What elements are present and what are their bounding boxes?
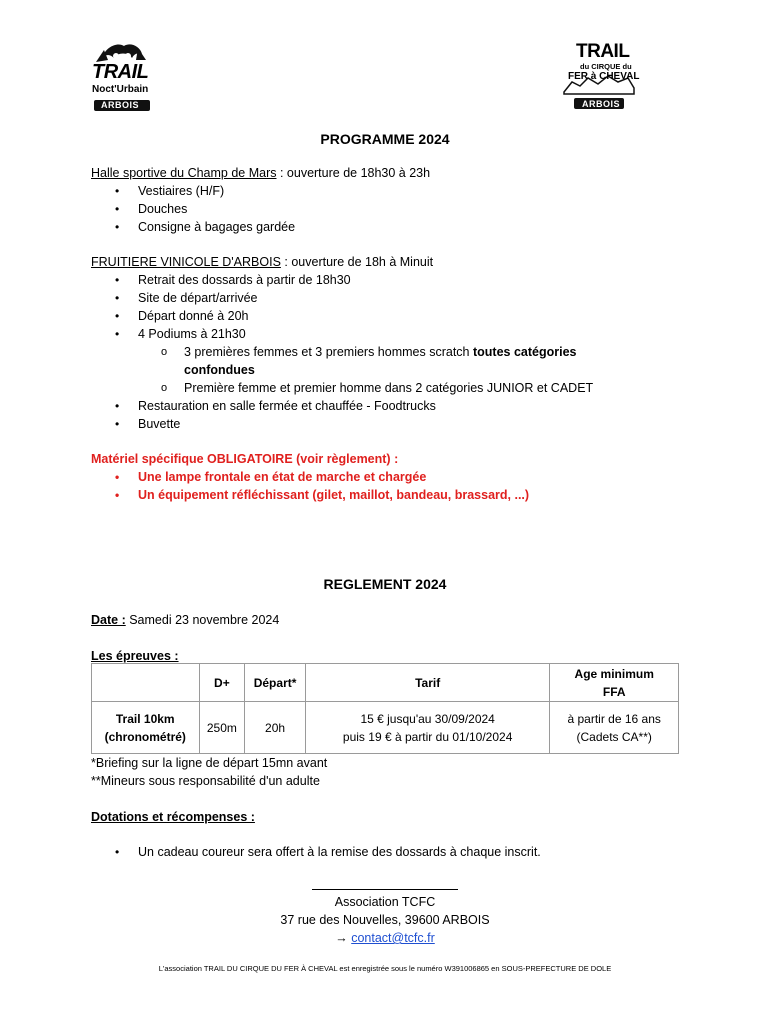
trail-cirque-fer-a-cheval-logo — [560, 42, 638, 112]
sub-list-item: o Première femme et premier homme dans 2 catégories JUNIOR et CADET — [91, 379, 691, 397]
arrow-right-icon: → — [335, 931, 348, 945]
table-header-age: Age minimum FFA — [550, 664, 679, 702]
list-item: • Un équipement réfléchissant (gilet, maillot, bandeau, brassard, ...) — [91, 486, 711, 504]
fruitiere-name: FRUITIERE VINICOLE D'ARBOIS — [91, 255, 281, 269]
programme-title: PROGRAMME 2024 — [320, 131, 450, 147]
table-header-dplus: D+ — [199, 664, 245, 702]
sub-list-item: o 3 premières femmes et 3 premiers hommes scratch toutes catégories confondues — [91, 343, 691, 379]
logo-left-line1: TRAIL — [92, 61, 149, 83]
footer-legal-text: L'association TRAIL DU CIRQUE DU FER À CHEVAL est enregistrée sous le numéro W391006865 en SOUS-PREFECTURE DE DOLE — [158, 964, 612, 973]
dotations-list — [91, 843, 711, 861]
halle-heading — [91, 164, 430, 182]
halle-name: Halle sportive du Champ de Mars — [91, 166, 277, 180]
list-item: • Vestiaires (H/F) — [91, 182, 691, 200]
reglement-title: REGLEMENT 2024 — [323, 576, 447, 592]
table-header-depart: Départ* — [245, 664, 306, 702]
age-cell: à partir de 16 ans (Cadets CA**) — [550, 702, 679, 754]
list-item: • Un cadeau coureur sera offert à la remise des dossards à chaque inscrit. — [91, 843, 711, 861]
footer-divider — [312, 889, 458, 890]
footer-contact — [0, 929, 770, 947]
halle-list — [91, 182, 691, 236]
logo-left-line3: ARBOIS — [101, 100, 140, 110]
list-item: • Consigne à bagages gardée — [91, 218, 691, 236]
footer-address: 37 rue des Nouvelles, 39600 ARBOIS — [280, 913, 490, 927]
epreuve-name-cell: Trail 10km (chronométré) — [92, 702, 200, 754]
date-value: Samedi 23 novembre 2024 — [125, 613, 280, 627]
fruitiere-list — [91, 271, 691, 343]
dplus-cell: 250m — [199, 702, 245, 754]
list-item: • Site de départ/arrivée — [91, 289, 691, 307]
epreuves-label: Les épreuves : — [91, 649, 179, 663]
date-line — [91, 611, 279, 629]
fruitiere-list-2 — [91, 397, 691, 433]
depart-cell: 20h — [245, 702, 306, 754]
halle-hours: : ouverture de 18h30 à 23h — [276, 166, 431, 180]
logo-left-line2: Noct'Urbain — [92, 84, 149, 95]
footer-association: Association TCFC — [334, 895, 436, 909]
dotations-label: Dotations et récompenses : — [91, 810, 255, 824]
fruitiere-heading — [91, 253, 433, 271]
logo-right-line3: FER à CHEVAL — [568, 71, 640, 82]
date-label: Date : — [91, 613, 126, 627]
list-item: • 4 Podiums à 21h30 — [91, 325, 691, 343]
logo-right-line2: du CIRQUE du — [580, 62, 632, 71]
table-row — [92, 702, 679, 754]
list-item: • Retrait des dossards à partir de 18h30 — [91, 271, 691, 289]
table-header-tarif: Tarif — [305, 664, 550, 702]
list-item: • Buvette — [91, 415, 691, 433]
mineurs-note: **Mineurs sous responsabilité d'un adulte — [91, 774, 320, 788]
list-item: • Douches — [91, 200, 691, 218]
epreuves-table — [91, 663, 679, 754]
contact-email-link[interactable]: contact@tcfc.fr — [351, 931, 435, 945]
list-item: • Restauration en salle fermée et chauffée - Foodtrucks — [91, 397, 691, 415]
podium-sublist — [91, 343, 691, 397]
materiel-heading: Matériel spécifique OBLIGATOIRE (voir règlement) : — [91, 452, 399, 466]
list-item: • Départ donné à 20h — [91, 307, 691, 325]
briefing-note: *Briefing sur la ligne de départ 15mn avant — [91, 756, 328, 770]
logo-right-line4: ARBOIS — [582, 99, 621, 109]
table-header-empty — [92, 664, 200, 702]
table-header-row — [92, 664, 679, 702]
list-item: • Une lampe frontale en état de marche et chargée — [91, 468, 711, 486]
trail-noct-urbain-logo — [88, 40, 156, 114]
logo-right-line1: TRAIL — [576, 41, 630, 62]
materiel-list — [91, 468, 711, 504]
fruitiere-hours: : ouverture de 18h à Minuit — [280, 255, 434, 269]
tarif-cell: 15 € jusqu'au 30/09/2024 puis 19 € à partir du 01/10/2024 — [305, 702, 550, 754]
